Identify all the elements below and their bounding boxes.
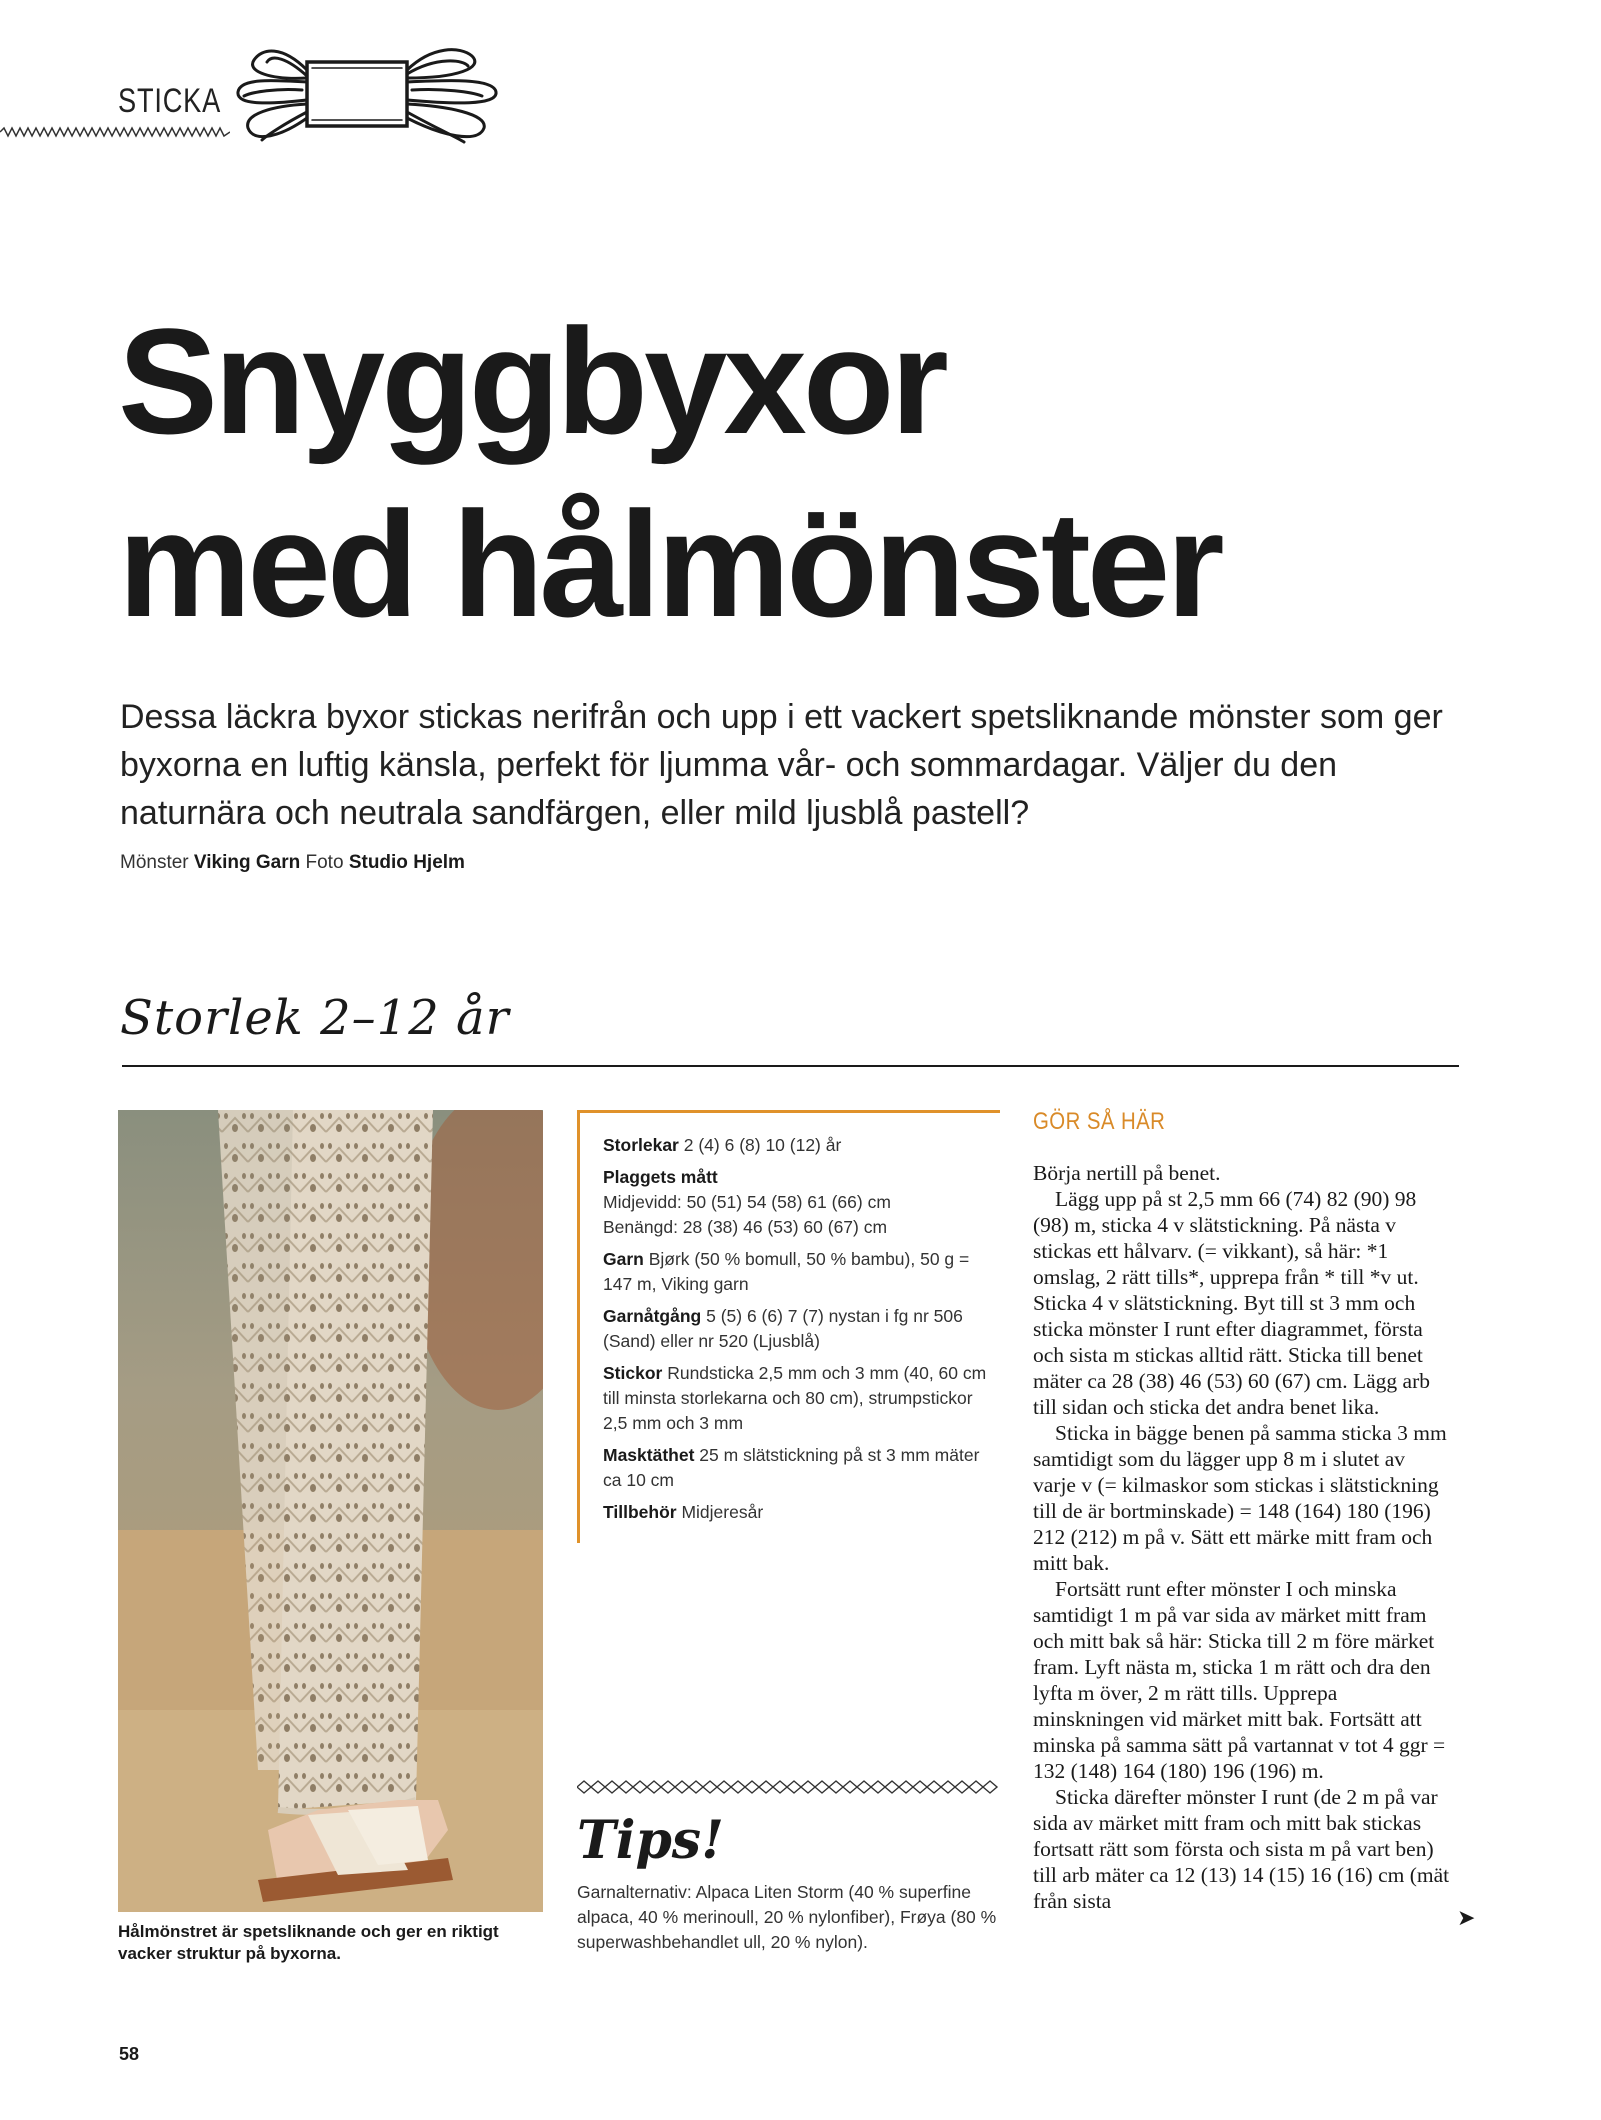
photo-credit: Studio Hjelm — [348, 852, 465, 873]
gauge-value: 25 m slätstickning på st 3 mm mäter ca 10 cm — [603, 1445, 980, 1490]
instructions-paragraph: Lägg upp på st 2,5 mm 66 (74) 82 (90) 98 (98) m, sticka 4 v slätstickning. På nästa v stickas ett hålvarv. (= vikkant), så här: *1 omslag, 2 rätt tills*, upprepa från * till *v ut. Sticka 4 v slätstickning. Byt till st 3 mm och sticka mönster I runt efter diagrammet, första och sista m stickas alltid rätt. Sticka till benet mäter ca 28 (38) 46 (53) 60 (67) cm. Lägg arb till sidan och sticka det andra benet lika. — [1033, 1187, 1431, 1419]
section-label: STICKA — [118, 82, 222, 120]
tips-text: Garnalternativ: Alpaca Liten Storm (40 % superfine alpaca, 40 % merinoull, 20 % nylonfiber), Frøya (80 % superwashbehandlet ull, 20 % nylon). — [577, 1882, 997, 1952]
diamond-divider — [577, 1778, 999, 1796]
needles-value: Rundsticka 2,5 mm och 3 mm (40, 60 cm till minsta storlekarna och 80 cm), strumpstickor 2,5 mm och 3 mm — [603, 1363, 987, 1433]
info-gauge — [603, 1443, 998, 1493]
yarn-skein-icon — [232, 40, 502, 150]
instructions-body — [1033, 1160, 1453, 1914]
section-rule — [122, 1065, 1459, 1067]
pants-photo — [118, 1110, 543, 1912]
measure-leg: Benängd: 28 (38) 46 (53) 60 (67) cm — [603, 1217, 888, 1237]
accessories-value: Midjeresår — [681, 1502, 764, 1522]
measure-label: Plaggets mått — [603, 1167, 718, 1187]
accessories-label: Tillbehör — [603, 1502, 677, 1522]
tips-heading: Tips! — [577, 1810, 724, 1871]
title-line-2: med hålmönster — [118, 480, 1221, 648]
usage-value: 5 (5) 6 (6) 7 (7) nystan i fg nr 506 (Sand) eller nr 520 (Ljusblå) — [603, 1306, 963, 1351]
sizes-value: 2 (4) 6 (8) 10 (12) år — [683, 1135, 842, 1155]
title-line-1: Snyggbyxor — [118, 297, 945, 465]
yarn-value: Bjørk (50 % bomull, 50 % bambu), 50 g = 147 m, Viking garn — [603, 1249, 970, 1294]
credits — [120, 852, 465, 874]
info-sizes — [603, 1133, 998, 1158]
gauge-label: Masktäthet — [603, 1445, 695, 1465]
info-yarn — [603, 1247, 998, 1297]
info-accessories — [603, 1500, 998, 1525]
instructions-paragraph: Sticka därefter mönster I runt (de 2 m på var sida av märket mitt fram och mitt bak stickas fortsatt rätt som första och sista m på vart ben) till arb mäter ca 12 (13) 14 (15) 16 (16) cm (mät från sista — [1033, 1785, 1450, 1913]
info-measurements — [603, 1165, 998, 1240]
pattern-info — [603, 1133, 998, 1532]
yarn-label: Garn — [603, 1249, 644, 1269]
measure-waist: Midjevidd: 50 (51) 54 (58) 61 (66) cm — [603, 1192, 891, 1212]
info-needles — [603, 1361, 998, 1436]
usage-label: Garnåtgång — [603, 1306, 702, 1326]
instructions-heading: GÖR SÅ HÄR — [1033, 1108, 1166, 1135]
instructions-paragraph: Fortsätt runt efter mönster I och minska samtidigt 1 m på var sida av märket mitt fram och mitt bak så här: Sticka till 2 m före märket fram. Lyft nästa m, sticka 1 m rätt och dra den lyfta m över, 2 m rätt tills. Upprepa minskningen vid märket mitt bak. Fortsätt att minska på samma sätt på vartannat v tot 4 ggr = 132 (148) 164 (180) 196 (196) m. — [1033, 1577, 1446, 1783]
needles-label: Stickor — [603, 1363, 663, 1383]
continue-arrow-icon: ➤ — [1457, 1905, 1476, 1930]
photo-caption: Hålmönstret är spetsliknande och ger en riktigt vacker struktur på byxorna. — [118, 1922, 499, 1963]
instructions-paragraph: Sticka in bägge benen på samma sticka 3 mm samtidigt som du lägger upp 8 m i slutet av varje v (= kilmaskor som stickas i slätstickning till de är bortminskade) = 148 (164) 180 (196) 212 (212) m på v. Sätt ett märke mitt fram och mitt bak. — [1033, 1421, 1447, 1575]
intro-paragraph: Dessa läckra byxor stickas nerifrån och upp i ett vackert spetsliknande mönster som ger byxorna en luftig känsla, perfekt för ljumma vår- och sommardagar. Väljer du den naturnära och neutrala sandfärgen, eller mild ljusblå pastell? — [120, 698, 1443, 832]
page-title — [118, 290, 1418, 656]
pattern-label: Mönster — [120, 852, 189, 873]
sizes-label: Storlekar — [603, 1135, 679, 1155]
page-number: 58 — [119, 2044, 140, 2064]
instructions-paragraph: Börja nertill på benet. — [1033, 1161, 1221, 1185]
pattern-credit: Viking Garn — [193, 852, 301, 873]
zigzag-divider — [0, 125, 230, 139]
info-usage — [603, 1304, 998, 1354]
photo-label: Foto — [305, 852, 344, 873]
size-heading: Storlek 2–12 år — [120, 990, 510, 1046]
